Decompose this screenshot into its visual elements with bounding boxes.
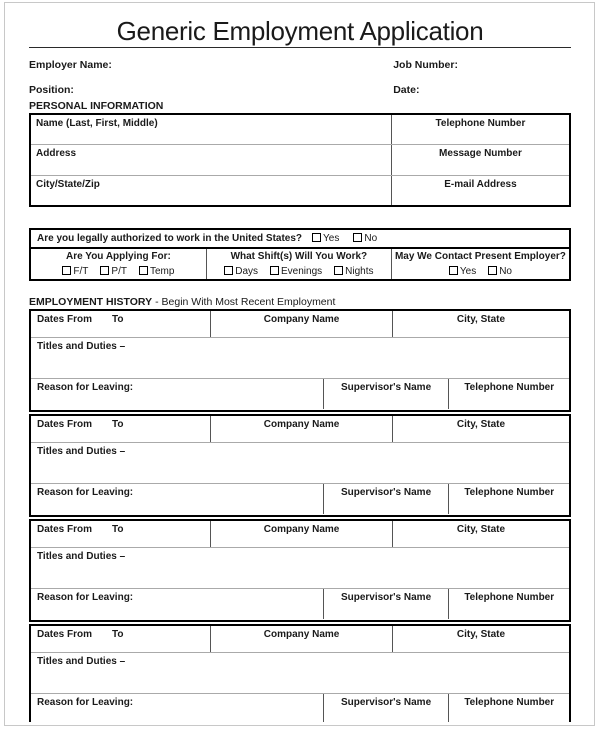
- telephone-field-cell[interactable]: [391, 115, 569, 144]
- shifts-header: What Shift(s) Will You Work?: [230, 250, 368, 262]
- dates-cell[interactable]: [31, 626, 210, 652]
- dates-from-label: Dates From: [37, 523, 93, 535]
- table-row: [31, 175, 569, 205]
- city-state-label: City, State: [456, 418, 506, 430]
- company-cell[interactable]: [210, 521, 392, 547]
- titles-duties-label: Titles and Duties –: [37, 655, 126, 667]
- ft-label: F/T: [73, 265, 89, 277]
- personal-information-heading: PERSONAL INFORMATION: [29, 100, 164, 112]
- nights-label: Nights: [345, 265, 374, 277]
- telephone-cell[interactable]: [448, 694, 569, 722]
- telephone-label: Telephone Number: [464, 591, 555, 603]
- dates-cell[interactable]: [31, 416, 210, 442]
- email-label: E-mail Address: [444, 178, 517, 190]
- job-number-label: Job Number:: [393, 59, 458, 71]
- employment-history-title: EMPLOYMENT HISTORY: [29, 295, 153, 308]
- applying-for-column: [31, 249, 206, 279]
- supervisor-cell[interactable]: [323, 589, 449, 619]
- nights-checkbox[interactable]: [334, 266, 343, 275]
- temp-option: [139, 266, 174, 277]
- employment-block-4: [29, 624, 571, 722]
- evenings-label: Evenings: [281, 265, 323, 277]
- reason-cell[interactable]: [31, 484, 323, 514]
- reason-label: Reason for Leaving:: [37, 591, 134, 603]
- city-state-label: City, State: [456, 628, 506, 640]
- ft-checkbox[interactable]: [62, 266, 71, 275]
- telephone-cell[interactable]: [448, 589, 569, 619]
- city-state-cell[interactable]: [392, 311, 569, 337]
- company-cell[interactable]: [210, 626, 392, 652]
- titles-duties-cell[interactable]: [31, 337, 569, 378]
- dates-cell[interactable]: [31, 311, 210, 337]
- temp-label: Temp: [149, 265, 175, 277]
- authorized-yes-label: Yes: [323, 232, 340, 244]
- ft-option: [62, 266, 88, 277]
- applying-for-header: Are You Applying For:: [66, 250, 171, 262]
- city-state-cell[interactable]: [392, 416, 569, 442]
- nights-option: [334, 266, 373, 277]
- employment-block-2: [29, 414, 571, 517]
- message-number-field-cell[interactable]: [391, 145, 569, 174]
- days-checkbox[interactable]: [224, 266, 233, 275]
- pt-label: P/T: [111, 265, 127, 277]
- contact-no-label: No: [499, 265, 512, 277]
- reason-cell[interactable]: [31, 694, 323, 722]
- contact-employer-column: [391, 249, 569, 279]
- message-number-label: Message Number: [439, 148, 522, 160]
- employer-name-label: Employer Name:: [29, 59, 112, 71]
- employment-history-blocks: [29, 309, 571, 722]
- dates-to-label: To: [112, 628, 124, 640]
- telephone-label: Telephone Number: [464, 381, 555, 393]
- page-title: Generic Employment Application: [29, 16, 571, 48]
- employment-block-1: [29, 309, 571, 412]
- reason-label: Reason for Leaving:: [37, 381, 134, 393]
- authorization-question-label: Are you legally authorized to work in the United States?: [37, 232, 303, 244]
- titles-duties-cell[interactable]: [31, 442, 569, 483]
- employment-history-subtitle: - Begin With Most Recent Employment: [155, 295, 336, 308]
- contact-yes-checkbox[interactable]: [449, 266, 458, 275]
- reason-label: Reason for Leaving:: [37, 696, 134, 708]
- dates-from-label: Dates From: [37, 628, 93, 640]
- position-date-row: [29, 84, 571, 97]
- dates-to-label: To: [112, 418, 124, 430]
- email-field-cell[interactable]: [391, 176, 569, 205]
- city-state-zip-field-cell[interactable]: [31, 176, 391, 205]
- company-label: Company Name: [263, 418, 340, 430]
- reason-label: Reason for Leaving:: [37, 486, 134, 498]
- supervisor-cell[interactable]: [323, 694, 449, 722]
- name-field-cell[interactable]: [31, 115, 391, 144]
- titles-duties-label: Titles and Duties –: [37, 445, 126, 457]
- employer-job-row: [29, 59, 571, 72]
- telephone-cell[interactable]: [448, 379, 569, 409]
- company-cell[interactable]: [210, 311, 392, 337]
- temp-checkbox[interactable]: [139, 266, 148, 275]
- dates-cell[interactable]: [31, 521, 210, 547]
- contact-yes-option: [449, 266, 476, 277]
- pt-checkbox[interactable]: [100, 266, 109, 275]
- supervisor-label: Supervisor's Name: [340, 486, 432, 498]
- company-cell[interactable]: [210, 416, 392, 442]
- contact-employer-header: May We Contact Present Employer?: [394, 250, 566, 262]
- telephone-label: Telephone Number: [464, 486, 555, 498]
- company-label: Company Name: [263, 313, 340, 325]
- pt-option: [100, 266, 127, 277]
- supervisor-label: Supervisor's Name: [340, 591, 432, 603]
- city-state-cell[interactable]: [392, 626, 569, 652]
- telephone-label: Telephone Number: [464, 696, 555, 708]
- authorized-no-option: [353, 233, 377, 244]
- contact-yes-label: Yes: [459, 265, 477, 277]
- titles-duties-cell[interactable]: [31, 652, 569, 693]
- dates-to-label: To: [112, 313, 124, 325]
- supervisor-cell[interactable]: [323, 484, 449, 514]
- table-row: [31, 144, 569, 174]
- supervisor-label: Supervisor's Name: [340, 381, 432, 393]
- reason-cell[interactable]: [31, 379, 323, 409]
- employment-history-heading: [29, 297, 571, 308]
- days-label: Days: [235, 265, 259, 277]
- days-option: [224, 266, 258, 277]
- authorization-question-row: [31, 230, 569, 249]
- company-label: Company Name: [263, 628, 340, 640]
- authorized-yes-option: [312, 233, 339, 244]
- authorized-no-label: No: [364, 232, 378, 244]
- city-state-cell[interactable]: [392, 521, 569, 547]
- city-state-zip-label: City/State/Zip: [36, 178, 100, 190]
- evenings-option: [270, 266, 322, 277]
- address-field-cell[interactable]: [31, 145, 391, 174]
- address-label: Address: [36, 148, 77, 160]
- city-state-label: City, State: [456, 523, 506, 535]
- table-row: [31, 115, 569, 144]
- dates-from-label: Dates From: [37, 418, 93, 430]
- contact-no-option: [488, 266, 512, 277]
- titles-duties-label: Titles and Duties –: [37, 550, 126, 562]
- authorized-yes-checkbox[interactable]: [312, 233, 321, 242]
- company-label: Company Name: [263, 523, 340, 535]
- titles-duties-cell[interactable]: [31, 547, 569, 588]
- city-state-label: City, State: [456, 313, 506, 325]
- evenings-checkbox[interactable]: [270, 266, 279, 275]
- titles-duties-label: Titles and Duties –: [37, 340, 126, 352]
- dates-to-label: To: [112, 523, 124, 535]
- supervisor-label: Supervisor's Name: [340, 696, 432, 708]
- reason-cell[interactable]: [31, 589, 323, 619]
- name-label: Name (Last, First, Middle): [36, 118, 158, 129]
- authorized-no-checkbox[interactable]: [353, 233, 362, 242]
- document-page: [4, 2, 595, 726]
- shifts-column: [206, 249, 391, 279]
- contact-no-checkbox[interactable]: [488, 266, 497, 275]
- personal-information-table: [29, 113, 571, 207]
- date-label: Date:: [393, 84, 420, 96]
- authorization-columns-row: [31, 249, 569, 279]
- supervisor-cell[interactable]: [323, 379, 449, 409]
- authorization-table: [29, 228, 571, 281]
- employment-block-3: [29, 519, 571, 622]
- dates-from-label: Dates From: [37, 313, 93, 325]
- telephone-label: Telephone Number: [435, 118, 526, 129]
- position-label: Position:: [29, 84, 74, 96]
- telephone-cell[interactable]: [448, 484, 569, 514]
